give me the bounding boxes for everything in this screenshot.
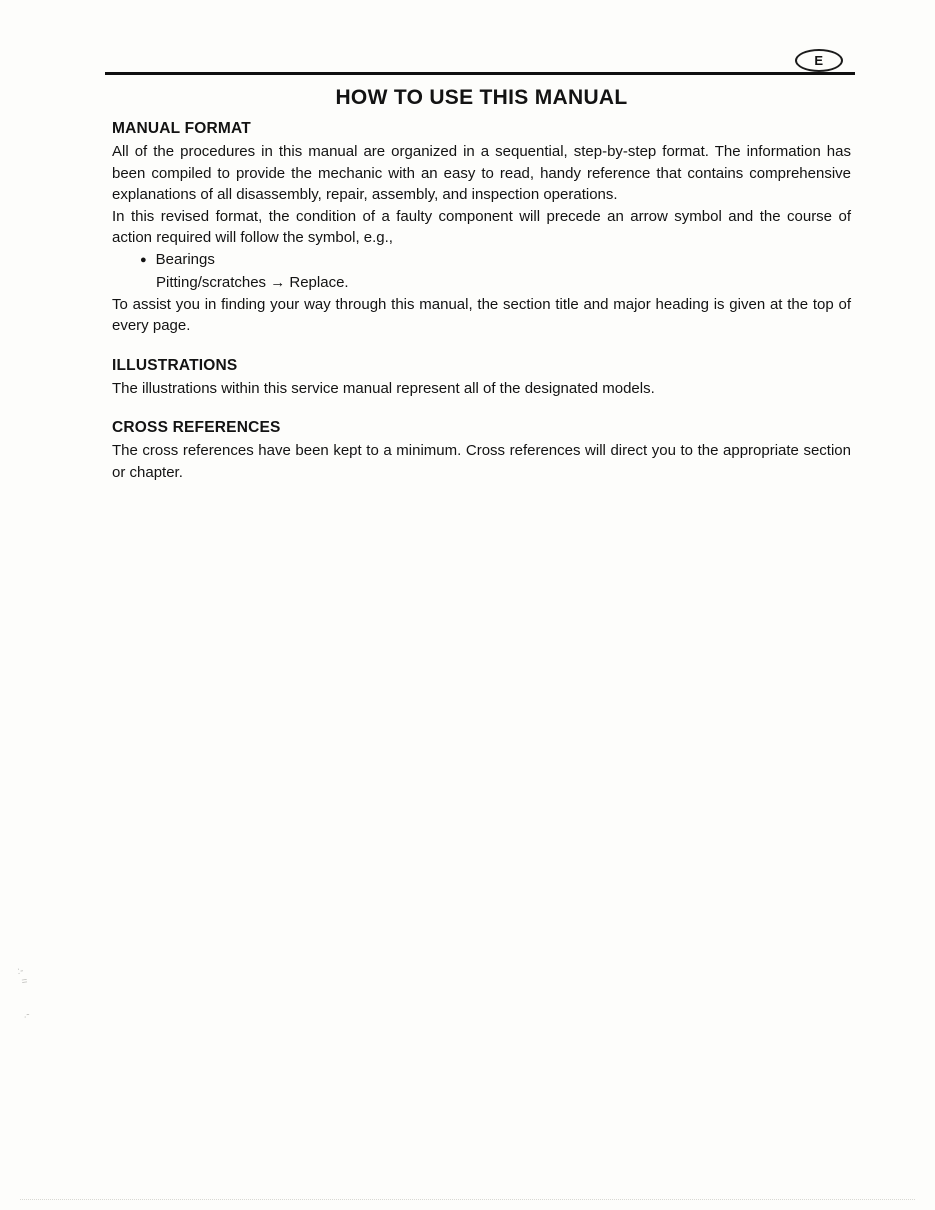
section-cross-references bbox=[112, 419, 851, 483]
illustrations-paragraph-1: The illustrations within this service manual represent all of the designated models. bbox=[112, 379, 655, 397]
page-content bbox=[112, 82, 851, 483]
section-heading-manual-format: MANUAL FORMAT bbox=[112, 120, 251, 137]
scan-artifact: :- = .- bbox=[16, 965, 31, 1021]
manual-format-paragraph-3: To assist you in finding your way through this manual, the section title and major heading is given at the top of every page. bbox=[112, 295, 851, 334]
section-manual-format bbox=[112, 120, 851, 337]
section-illustrations bbox=[112, 357, 851, 400]
bullet-item-label: Bearings bbox=[155, 250, 215, 268]
bullet-list-item bbox=[112, 249, 851, 273]
header-rule bbox=[105, 72, 855, 75]
edition-badge-letter: E bbox=[814, 53, 824, 68]
bullet-icon: ● bbox=[140, 253, 147, 266]
manual-format-paragraph-1: All of the procedures in this manual are organized in a sequential, step-by-step format. The information has been compiled to provide the mechanic with an easy to read, handy reference that contains comprehensive explanations of all disassembly, repair, assembly, and inspection operations. bbox=[112, 143, 851, 203]
scan-edge-artifact bbox=[20, 1199, 915, 1200]
condition-action-example: Pitting/scratches → Replace. bbox=[156, 274, 349, 291]
manual-format-paragraph-2: In this revised format, the condition of a faulty component will precede an arrow symbol and the course of action required will follow the symbol, e.g., bbox=[112, 207, 851, 246]
section-heading-illustrations: ILLUSTRATIONS bbox=[112, 356, 238, 374]
page-title: HOW TO USE THIS MANUAL bbox=[335, 86, 628, 109]
section-heading-cross-references: CROSS REFERENCES bbox=[112, 419, 281, 436]
cross-references-paragraph-1: The cross references have been kept to a minimum. Cross references will direct you to the appropriate section or chapter. bbox=[112, 442, 851, 481]
edition-badge bbox=[795, 49, 843, 72]
